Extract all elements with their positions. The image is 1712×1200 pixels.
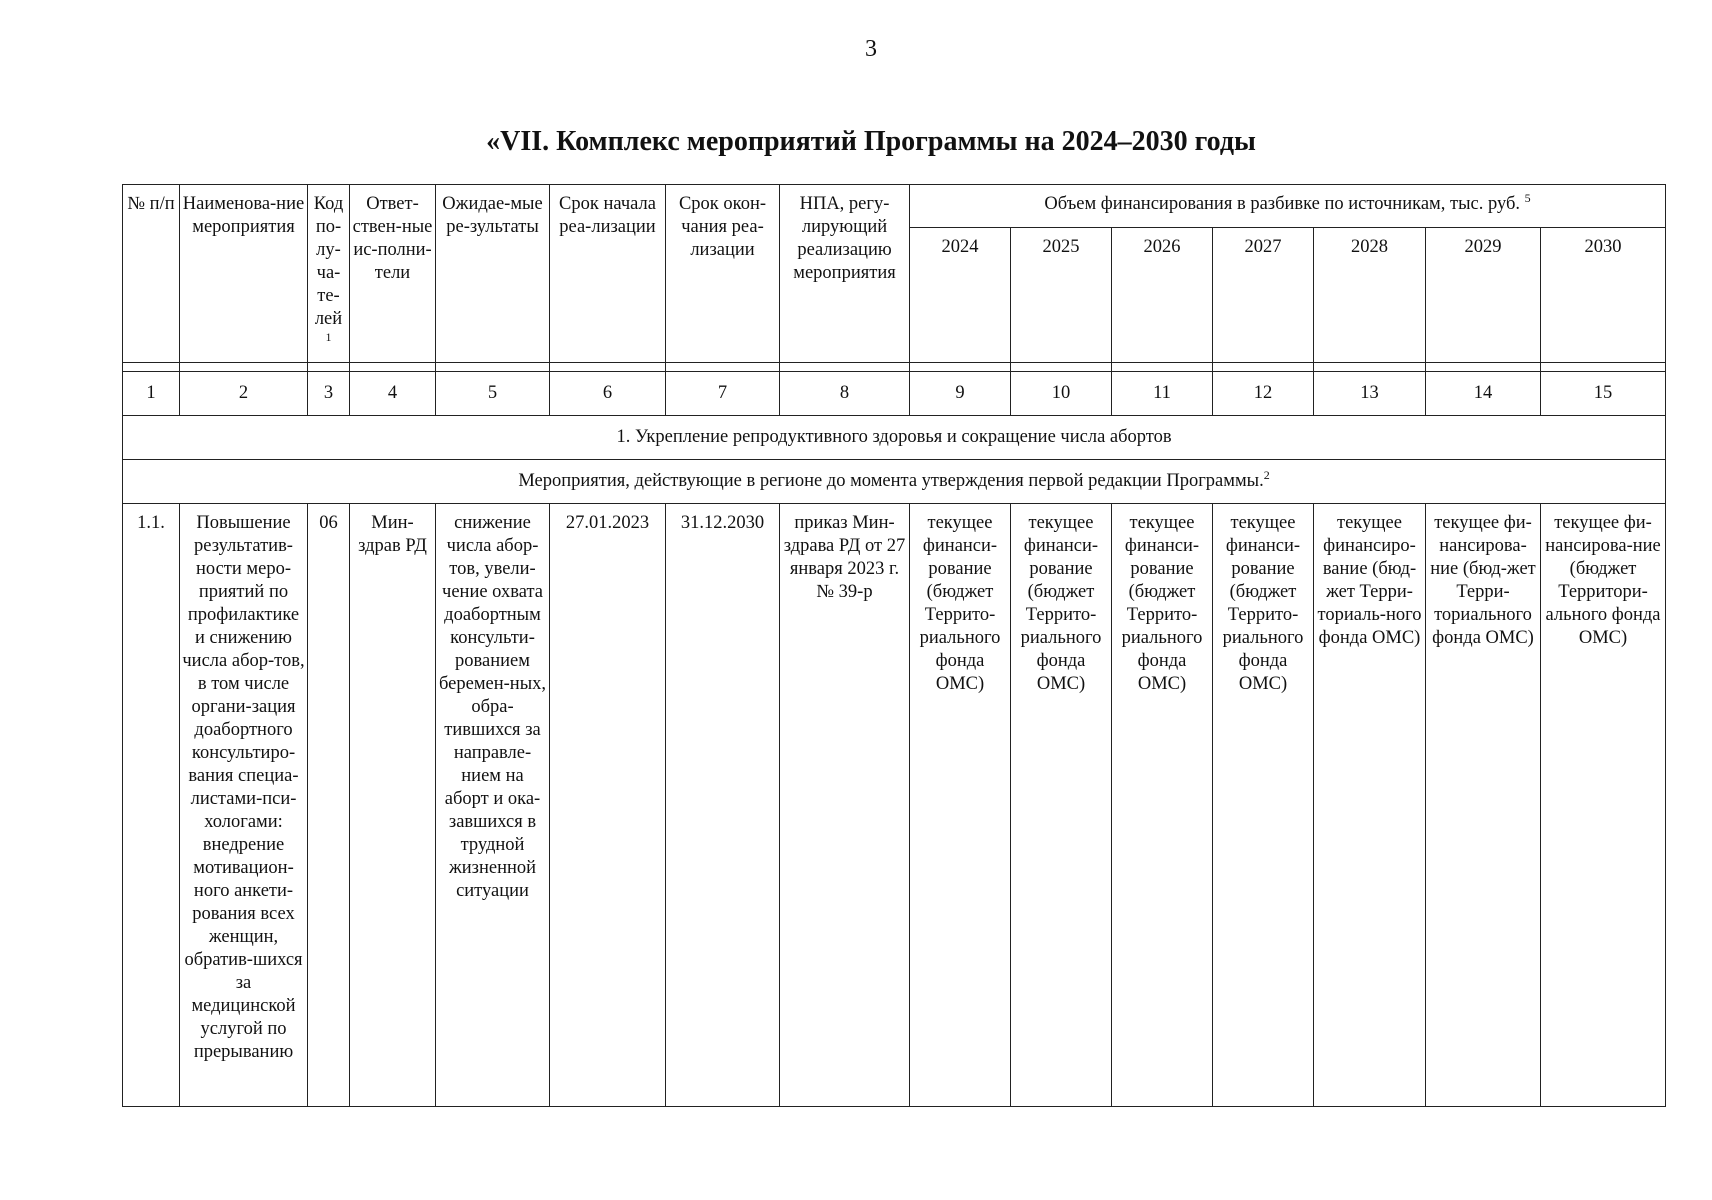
row-funding-2030: текущее фи-нансирова-ние (бюджет Территори-ального фонда ОМС): [1541, 504, 1666, 1107]
row-funding-2024: текущее финанси-рование (бюджет Террито-риального фонда ОМС): [910, 504, 1011, 1107]
column-number: 2: [180, 372, 308, 416]
subsection-title: [123, 460, 1666, 504]
header-npa: НПА, регу-лирующий реализацию мероприятия: [780, 185, 910, 363]
column-numbers-row: [123, 372, 1666, 416]
row-funding-2028: текущее финансиро-вание (бюд-жет Терри-ториаль-ного фонда ОМС): [1314, 504, 1426, 1107]
column-number: 7: [666, 372, 780, 416]
row-responsible: Мин-здрав РД: [350, 504, 436, 1107]
column-number: 15: [1541, 372, 1666, 416]
year-2024: 2024: [910, 228, 1011, 363]
header-funding: [910, 185, 1666, 228]
table-row: [123, 504, 1666, 1107]
row-results: снижение числа абор-тов, увели-чение охвата доабортным консульти-рованием беремен-ных, обра-тившихся за направле-нием на аборт и ока-завшихся в трудной жизненной ситуации: [436, 504, 550, 1107]
column-number: 3: [308, 372, 350, 416]
header-start: Срок начала реа-лизации: [550, 185, 666, 363]
header-results: Ожидае-мые ре-зультаты: [436, 185, 550, 363]
column-number: 11: [1112, 372, 1213, 416]
row-funding-2027: текущее финанси-рование (бюджет Террито-риального фонда ОМС): [1213, 504, 1314, 1107]
column-number: 14: [1426, 372, 1541, 416]
page-number: 3: [865, 36, 877, 62]
year-2028: 2028: [1314, 228, 1426, 363]
section-row: [123, 416, 1666, 460]
row-end: 31.12.2030: [666, 504, 780, 1107]
header-name: Наименова-ние мероприятия: [180, 185, 308, 363]
column-number: 13: [1314, 372, 1426, 416]
header-code-text: Код по-лу-ча-те-лей: [313, 194, 344, 329]
row-npa: приказ Мин-здрава РД от 27 января 2023 г. № 39-р: [780, 504, 910, 1107]
program-table: [122, 184, 1666, 1107]
gap-row: [123, 363, 1666, 372]
header-end: Срок окон-чания реа-лизации: [666, 185, 780, 363]
row-funding-2029: текущее фи-нансирова-ние (бюд-жет Терри-ториального фонда ОМС): [1426, 504, 1541, 1107]
row-funding-2026: текущее финанси-рование (бюджет Террито-риального фонда ОМС): [1112, 504, 1213, 1107]
header-funding-sup: 5: [1524, 190, 1531, 205]
header-row: [123, 185, 1666, 228]
page-title: «VII. Комплекс мероприятий Программы на 2024–2030 годы: [486, 126, 1256, 157]
subsection-row: [123, 460, 1666, 504]
row-code: 06: [308, 504, 350, 1107]
column-number: 6: [550, 372, 666, 416]
header-funding-text: Объем финансирования в разбивке по источникам, тыс. руб.: [1044, 194, 1521, 214]
column-number: 1: [123, 372, 180, 416]
column-number: 4: [350, 372, 436, 416]
header-num: № п/п: [123, 185, 180, 363]
column-number: 9: [910, 372, 1011, 416]
column-number: 12: [1213, 372, 1314, 416]
column-number: 8: [780, 372, 910, 416]
header-code-sup: 1: [325, 330, 332, 344]
year-2025: 2025: [1011, 228, 1112, 363]
subsection-sup: 2: [1263, 467, 1270, 482]
column-number: 10: [1011, 372, 1112, 416]
year-2027: 2027: [1213, 228, 1314, 363]
section-title: 1. Укрепление репродуктивного здоровья и сокращение числа абортов: [123, 416, 1666, 460]
year-2026: 2026: [1112, 228, 1213, 363]
row-funding-2025: текущее финанси-рование (бюджет Террито-риального фонда ОМС): [1011, 504, 1112, 1107]
year-2030: 2030: [1541, 228, 1666, 363]
year-2029: 2029: [1426, 228, 1541, 363]
column-number: 5: [436, 372, 550, 416]
header-responsible: Ответ-ствен-ные ис-полни-тели: [350, 185, 436, 363]
header-code: [308, 185, 350, 363]
row-num: 1.1.: [123, 504, 180, 1107]
subsection-text: Мероприятия, действующие в регионе до момента утверждения первой редакции Программы.: [518, 471, 1264, 491]
row-start: 27.01.2023: [550, 504, 666, 1107]
row-name: Повышение результатив-ности меро-приятий по профилактике и снижению числа абор-тов, в том числе органи-зация доабортного консультиро-вания специа-листами-пси-хологами: внедрение мотивацион-ного анкети-рования всех женщин, обратив-шихся за медицинской услугой по прерыванию: [180, 504, 308, 1107]
